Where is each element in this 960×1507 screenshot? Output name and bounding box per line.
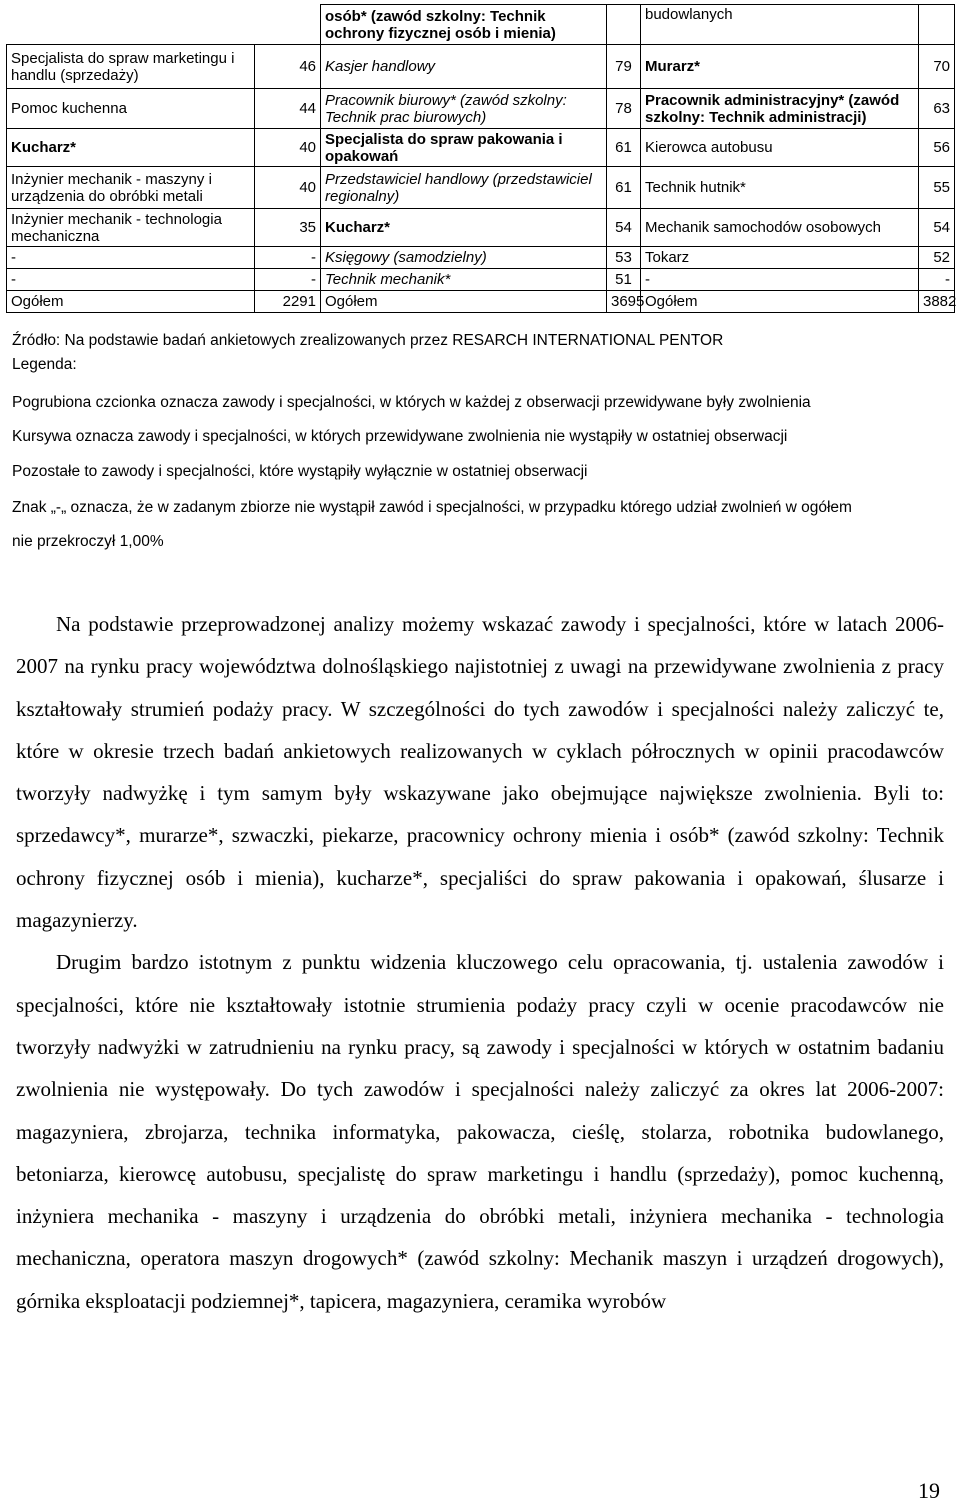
table-row	[7, 269, 955, 291]
table-row-top	[7, 5, 955, 45]
cell-e: Mechanik samochodów osobowych	[641, 209, 919, 247]
body-text	[16, 603, 944, 1322]
cell-c: Technik mechanik*	[321, 269, 607, 291]
table-row	[7, 129, 955, 167]
cell-c: Przedstawiciel handlowy (przedstawiciel regionalny)	[321, 167, 607, 209]
cell-cn: 61	[607, 129, 641, 167]
legend-dash-line2: nie przekroczył 1,00%	[12, 533, 164, 550]
cell-e: Tokarz	[641, 247, 919, 269]
cell-e: Murarz*	[641, 45, 919, 89]
cell-e: -	[641, 269, 919, 291]
cell-en: 55	[919, 167, 955, 209]
cell-an: 40	[255, 167, 321, 209]
paragraph-1: Na podstawie przeprowadzonej analizy możemy wskazać zawody i specjalności, które w latach 2006-2007 na rynku pracy województwa dolnośląskiego najistotniej z uwagi na przewidywane zwolnienia z pracy kształtowały strumień podaży pracy. W szczególności do tych zawodów i specjalności należy zaliczyć te, które w okresie trzech badań ankietowych realizowanych w cyklach półrocznych w opinii pracodawców tworzyły nadwyżkę i tym samym były wskazywane jako obejmujące największe zwolnienia. Byli to: sprzedawcy*, murarze*, szwaczki, piekarze, pracownicy ochrony mienia i osób* (zawód szkolny: Technik ochrony fizycznej osób i mienia), kucharze*, specjaliści do spraw pakowania i opakowań, ślusarze i magazynierzy.	[16, 612, 944, 933]
cell-c: Kasjer handlowy	[321, 45, 607, 89]
cell-a: Inżynier mechanik - technologia mechaniczna	[7, 209, 255, 247]
cell-cn: 61	[607, 167, 641, 209]
legend-italic: Kursywa oznacza zawody i specjalności, w których przewidywane zwolnienia nie wystąpiły w ostatniej obserwacji	[12, 428, 788, 445]
cell-an: 44	[255, 89, 321, 129]
legend-heading: Legenda:	[12, 356, 77, 373]
cell-en: 63	[919, 89, 955, 129]
cell-e: Pracownik administracyjny* (zawód szkolny: Technik administracji)	[641, 89, 919, 129]
cell-cn: 54	[607, 209, 641, 247]
cell-e: Kierowca autobusu	[641, 129, 919, 167]
cell-e: Ogółem	[641, 291, 919, 313]
cell-e: Technik hutnik*	[641, 167, 919, 209]
cell-an: 2291	[255, 291, 321, 313]
cell-an: 40	[255, 129, 321, 167]
table-row	[7, 247, 955, 269]
legend-dash-line1: Znak „-„ oznacza, że w zadanym zbiorze nie wystąpił zawód i specjalności, w przypadku którego udział zwolnień w ogółem	[12, 499, 852, 516]
cell-a: Ogółem	[7, 291, 255, 313]
cell-a: Kucharz*	[7, 129, 255, 167]
cell-en: -	[919, 269, 955, 291]
table-row	[7, 45, 955, 89]
cell-cn: 78	[607, 89, 641, 129]
cell-cn: 51	[607, 269, 641, 291]
cell-cn: 79	[607, 45, 641, 89]
cell-an: -	[255, 269, 321, 291]
cell-top-c: osób* (zawód szkolny: Technik ochrony fizycznej osób i mienia)	[321, 5, 607, 45]
paragraph-2: Drugim bardzo istotnym z punktu widzenia kluczowego celu opracowania, tj. ustalenia zawodów i specjalności, które nie kształtowały istotnie strumienia podaży pracy czyli w ocenie pracodawców nie tworzyły nadwyżki w zatrudnieniu na rynku pracy, są zawody i specjalności w których w ostatnim badaniu zwolnienia nie występowały. Do tych zawodów i specjalności należy zaliczyć za okres lat 2006-2007: magazyniera, zbrojarza, technika informatyka, pakowacza, cieślę, stolarza, robotnika budowlanego, betoniarza, kierowcę autobusu, specjalistę do spraw marketingu i handlu (sprzedaży), pomoc kuchenną, inżyniera mechanika - maszyny i urządzenia do obróbki metali, inżyniera mechanika - technologia mechaniczna, operatora maszyn drogowych* (zawód szkolny: Mechanik maszyn i urządzeń drogowych), górnika eksploatacji podziemnej*, tapicera, magazyniera, ceramika wyrobów	[16, 950, 944, 1313]
cell-c: Pracownik biurowy* (zawód szkolny: Technik prac biurowych)	[321, 89, 607, 129]
table-body	[7, 5, 955, 313]
source-note: Źródło: Na podstawie badań ankietowych zrealizowanych przez RESARCH INTERNATIONAL PENTOR	[12, 332, 724, 349]
layoffs-table	[6, 4, 955, 313]
cell-en: 3882	[919, 291, 955, 313]
cell-a: Pomoc kuchenna	[7, 89, 255, 129]
cell-cn: 3695	[607, 291, 641, 313]
cell-a: -	[7, 269, 255, 291]
table-row	[7, 167, 955, 209]
table-row	[7, 291, 955, 313]
cell-en: 52	[919, 247, 955, 269]
cell-c: Księgowy (samodzielny)	[321, 247, 607, 269]
cell-top-e: budowlanych	[641, 5, 919, 45]
cell-en: 70	[919, 45, 955, 89]
table-row	[7, 89, 955, 129]
cell-an: 35	[255, 209, 321, 247]
page-number: 19	[918, 1478, 940, 1503]
cell-c: Specjalista do spraw pakowania i opakowań	[321, 129, 607, 167]
legend-other: Pozostałe to zawody i specjalności, które wystąpiły wyłącznie w ostatniej obserwacji	[12, 463, 588, 480]
legend-bold: Pogrubiona czcionka oznacza zawody i specjalności, w których w każdej z obserwacji przewidywane były zwolnienia	[12, 394, 811, 411]
cell-en: 54	[919, 209, 955, 247]
cell-en: 56	[919, 129, 955, 167]
cell-an: -	[255, 247, 321, 269]
cell-a: -	[7, 247, 255, 269]
cell-a: Specjalista do spraw marketingu i handlu (sprzedaży)	[7, 45, 255, 89]
table-row	[7, 209, 955, 247]
cell-an: 46	[255, 45, 321, 89]
cell-c: Ogółem	[321, 291, 607, 313]
cell-a: Inżynier mechanik - maszyny i urządzenia do obróbki metali	[7, 167, 255, 209]
cell-c: Kucharz*	[321, 209, 607, 247]
cell-cn: 53	[607, 247, 641, 269]
